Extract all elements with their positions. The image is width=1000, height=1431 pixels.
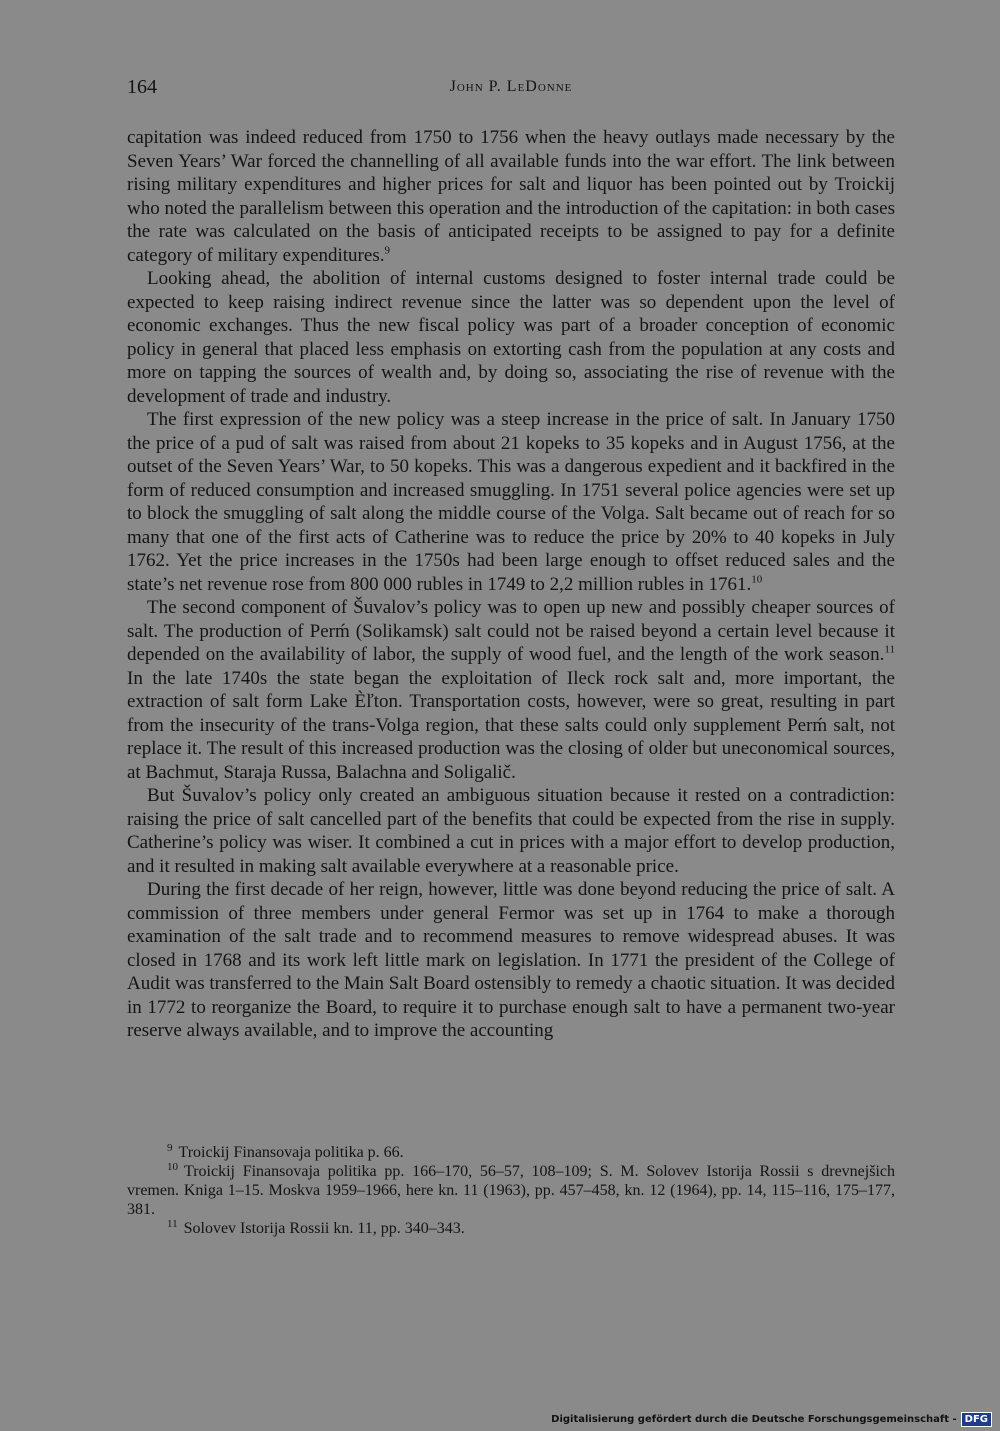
footnote-9 — [127, 1143, 895, 1162]
paragraph-2: Looking ahead, the abolition of internal customs designed to foster internal trade could be expected to keep raising indirect revenue since the latter was so dependent upon the level of economic exchanges. Thus the new fiscal policy was part of a broader conception of economic policy in general that placed less emphasis on extorting cash from the population at any costs and more on tapping the sources of wealth and, by doing so, associating the rise of revenue with the development of trade and industry. — [127, 268, 895, 407]
footnote-number: 9 — [167, 1141, 173, 1154]
paragraph-3 — [127, 408, 895, 596]
footnotes — [127, 1143, 895, 1238]
paragraph-5: But Šuvalov’s policy only created an ambiguous situation because it rested on a contradiction: raising the price of salt cancelled part of the benefits that could be expected from the rise in supply. Catherine’s policy was wiser. It combined a cut in prices with a major effort to develop production, and it resulted in making salt available everywhere at a reasonable price. — [127, 785, 895, 877]
footnote-text: Troickij Finansovaja politika p. 66. — [178, 1144, 404, 1161]
paragraph-1 — [127, 126, 895, 267]
dfg-logo: DFG — [961, 1412, 992, 1427]
page-number: 164 — [127, 76, 157, 98]
footnote-text: Solovev Istorija Rossii kn. 11, pp. 340–343. — [183, 1220, 465, 1237]
footnote-10 — [127, 1162, 895, 1219]
footnote-number: 10 — [167, 1160, 178, 1173]
footnote-number: 11 — [167, 1217, 178, 1230]
paragraph-4-text-b: In the late 1740s the state began the exploitation of Ileck rock salt and, more important, the extraction of salt form Lake Èľton. Transportation costs, however, were so great, resulting in part from the insecurity of the trans-Volga region, that these salts could only supplement Perḿ salt, not replace it. The result of this increased production was the closing of older but uneconomical sources, at Bachmut, Staraja Russa, Balachna and Soligalič. — [127, 667, 895, 783]
paragraph-3-text: The first expression of the new policy was a steep increase in the price of salt. In January 1750 the price of a pud of salt was raised from about 21 kopeks to 35 kopeks and in August 1756, at the outset of the Seven Years’ War, to 50 kopeks. This was a dangerous expedient and it backfired in the form of reduced consumption and increased smuggling. In 1751 several police agencies were set up to block the smuggling of salt along the middle course of the Volga. Salt became out of reach for so many that one of the first acts of Catherine was to reduce the price by 20% to 40 kopeks in July 1762. Yet the price increases in the 1750s had been large enough to offset reduced sales and the state’s net revenue rose from 800 000 rubles in 1749 to 2,2 million rubles in 1761. — [127, 409, 895, 595]
footnote-ref-10[interactable]: 10 — [751, 573, 763, 586]
digitization-credit — [551, 1411, 992, 1427]
footnote-ref-9[interactable]: 9 — [384, 244, 390, 257]
page-header — [127, 76, 895, 106]
paragraph-4 — [127, 596, 895, 784]
footnote-ref-11[interactable]: 11 — [884, 643, 895, 656]
body-text — [127, 126, 895, 1043]
paragraph-6: During the first decade of her reign, however, little was done beyond reducing the price of salt. A commission of three members under general Fermor was set up in 1764 to make a thorough examination of the salt trade and to recommend measures to remove widespread abuses. It was closed in 1768 and its work left little mark on legislation. In 1771 the president of the College of Audit was transferred to the Main Salt Board ostensibly to remedy a chaotic situation. It was decided in 1772 to reorganize the Board, to require it to purchase enough salt to have a permanent two-year reserve always available, and to improve the accounting — [127, 879, 895, 1041]
running-head: John P. LeDonne — [449, 78, 573, 95]
paragraph-1-text: capitation was indeed reduced from 1750 to 1756 when the heavy outlays made necessary by the Seven Years’ War forced the channelling of all available funds into the war effort. The link between rising military expenditures and higher prices for salt and liquor has been pointed out by Troickij who noted the parallelism between this operation and the introduction of the capitation: in both cases the rate was calculated on the basis of anticipated receipts to be assigned to pay for a definite category of military expenditures. — [127, 127, 895, 266]
credit-text: Digitalisierung gefördert durch die Deutsche Forschungsgemeinschaft - — [551, 1413, 957, 1425]
footnote-11 — [127, 1219, 895, 1238]
footnote-text: Troickij Finansovaja politika pp. 166–170, 56–57, 108–109; S. M. Solovev Istorija Rossii s drevnejšich vremen. Kniga 1–15. Moskva 1959–1966, here kn. 11 (1963), pp. 457–458, kn. 12 (1964), pp. 14, 115–116, 175–177, 381. — [127, 1163, 895, 1218]
paragraph-4-text-a: The second component of Šuvalov’s policy was to open up new and possibly cheaper sources of salt. The production of Perḿ (Solikamsk) salt could not be raised beyond a certain level because it depended on the availability of labor, the supply of wood fuel, and the length of the work season. — [127, 597, 895, 665]
